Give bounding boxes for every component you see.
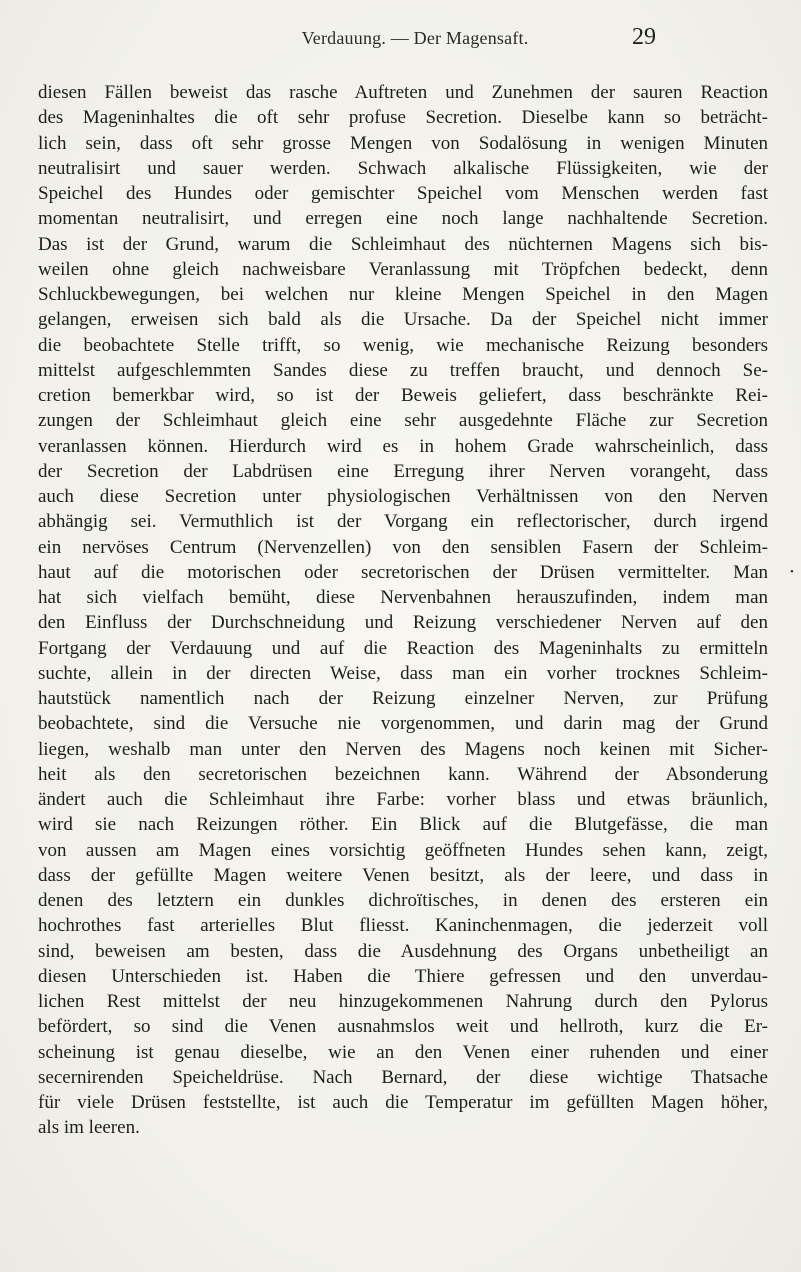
- text-line: hat sich vielfach bemüht, diese Nervenbahnen herauszufinden, indem man: [38, 587, 768, 608]
- page-number: 29: [632, 24, 656, 50]
- text-line: hautstück namentlich nach der Reizung einzelner Nerven, zur Prüfung: [38, 688, 768, 709]
- text-line: lichen Rest mittelst der neu hinzugekommenen Nahrung durch den Pylorus: [38, 991, 768, 1012]
- text-line: diesen Unterschieden ist. Haben die Thiere gefressen und den unverdau-: [38, 965, 768, 987]
- text-line: lich sein, dass oft sehr grosse Mengen von Sodalösung in wenigen Minuten: [38, 132, 768, 154]
- text-line: auch diese Secretion unter physiologischen Verhältnissen von den Nerven: [38, 486, 768, 507]
- text-line: von aussen am Magen eines vorsichtig geöffneten Hundes sehen kann, zeigt,: [38, 839, 768, 861]
- running-head: [0, 24, 801, 58]
- text-line: veranlassen können. Hierdurch wird es in hohem Grade wahrscheinlich, dass: [38, 435, 768, 457]
- text-line: suchte, allein in der directen Weise, dass man ein vorher trocknes Schleim-: [38, 662, 768, 684]
- text-line: den Einfluss der Durchschneidung und Reizung verschiedener Nerven auf den: [38, 612, 768, 634]
- text-line: Das ist der Grund, warum die Schleimhaut des nüchternen Magens sich bis-: [38, 233, 768, 255]
- text-line: Speichel des Hundes oder gemischter Speichel vom Menschen werden fast: [38, 183, 768, 204]
- text-line: denen des letztern ein dunkles dichroïtisches, in denen des ersteren ein: [38, 890, 768, 911]
- text-line: Schluckbewegungen, bei welchen nur kleine Mengen Speichel in den Magen: [38, 284, 768, 305]
- text-line: hochrothes fast arterielles Blut fliesst. Kaninchenmagen, die jederzeit voll: [38, 915, 768, 937]
- text-line: des Mageninhaltes die oft sehr profuse Secretion. Dieselbe kann so beträcht-: [38, 107, 768, 129]
- text-line: diesen Fällen beweist das rasche Auftreten und Zunehmen der sauren Reaction: [38, 82, 768, 103]
- text-line: haut auf die motorischen oder secretorischen der Drüsen vermittelter. Man: [38, 561, 768, 583]
- text-line: secernirenden Speicheldrüse. Nach Bernard, der diese wichtige Thatsache: [38, 1066, 768, 1088]
- text-line: der Secretion der Labdrüsen eine Erregung ihrer Nerven vorangeht, dass: [38, 460, 768, 482]
- text-line: für viele Drüsen feststellte, ist auch die Temperatur im gefüllten Magen höher,: [38, 1092, 768, 1113]
- text-line: als im leeren.: [38, 1117, 140, 1139]
- text-line: neutralisirt und sauer werden. Schwach alkalische Flüssigkeiten, wie der: [38, 157, 768, 179]
- text-line: weilen ohne gleich nachweisbare Veranlassung mit Tröpfchen bedeckt, denn: [38, 258, 768, 280]
- text-line: gelangen, erweisen sich bald als die Ursache. Da der Speichel nicht immer: [38, 309, 768, 331]
- text-line: Fortgang der Verdauung und auf die Reaction des Mageninhalts zu ermitteln: [38, 637, 768, 659]
- text-line: befördert, so sind die Venen ausnahmslos weit und hellroth, kurz die Er-: [38, 1016, 768, 1038]
- text-line: momentan neutralisirt, und erregen eine noch lange nachhaltende Secretion.: [38, 208, 768, 230]
- text-line: cretion bemerkbar wird, so ist der Beweis geliefert, dass beschränkte Rei-: [38, 385, 768, 406]
- text-line: ein nervöses Centrum (Nervenzellen) von den sensiblen Fasern der Schleim-: [38, 536, 768, 558]
- text-line: die beobachtete Stelle trifft, so wenig, wie mechanische Reizung besonders: [38, 334, 768, 356]
- text-line: mittelst aufgeschlemmten Sandes diese zu treffen braucht, und dennoch Se-: [38, 359, 768, 381]
- running-title: Verdauung. — Der Magensaft.: [301, 28, 529, 48]
- body-text: [38, 80, 768, 1141]
- text-line: heit als den secretorischen bezeichnen kann. Während der Absonderung: [38, 763, 768, 785]
- text-line: liegen, weshalb man unter den Nerven des Magens noch keinen mit Sicher-: [38, 738, 768, 760]
- text-line: wird sie nach Reizungen röther. Ein Blick auf die Blutgefässe, die man: [38, 814, 768, 836]
- text-line: dass der gefüllte Magen weitere Venen besitzt, als der leere, und dass in: [38, 864, 768, 886]
- margin-mark: •: [790, 566, 794, 578]
- text-line: zungen der Schleimhaut gleich eine sehr ausgedehnte Fläche zur Secretion: [38, 410, 768, 432]
- text-line: ändert auch die Schleimhaut ihre Farbe: vorher blass und etwas bräunlich,: [38, 789, 768, 810]
- text-line: beobachtete, sind die Versuche nie vorgenommen, und darin mag der Grund: [38, 713, 768, 735]
- text-line: abhängig sei. Vermuthlich ist der Vorgang ein reflectorischer, durch irgend: [38, 511, 768, 533]
- text-line: scheinung ist genau dieselbe, wie an den Venen einer ruhenden und einer: [38, 1041, 768, 1063]
- text-line: sind, beweisen am besten, dass die Ausdehnung des Organs unbetheiligt an: [38, 940, 768, 962]
